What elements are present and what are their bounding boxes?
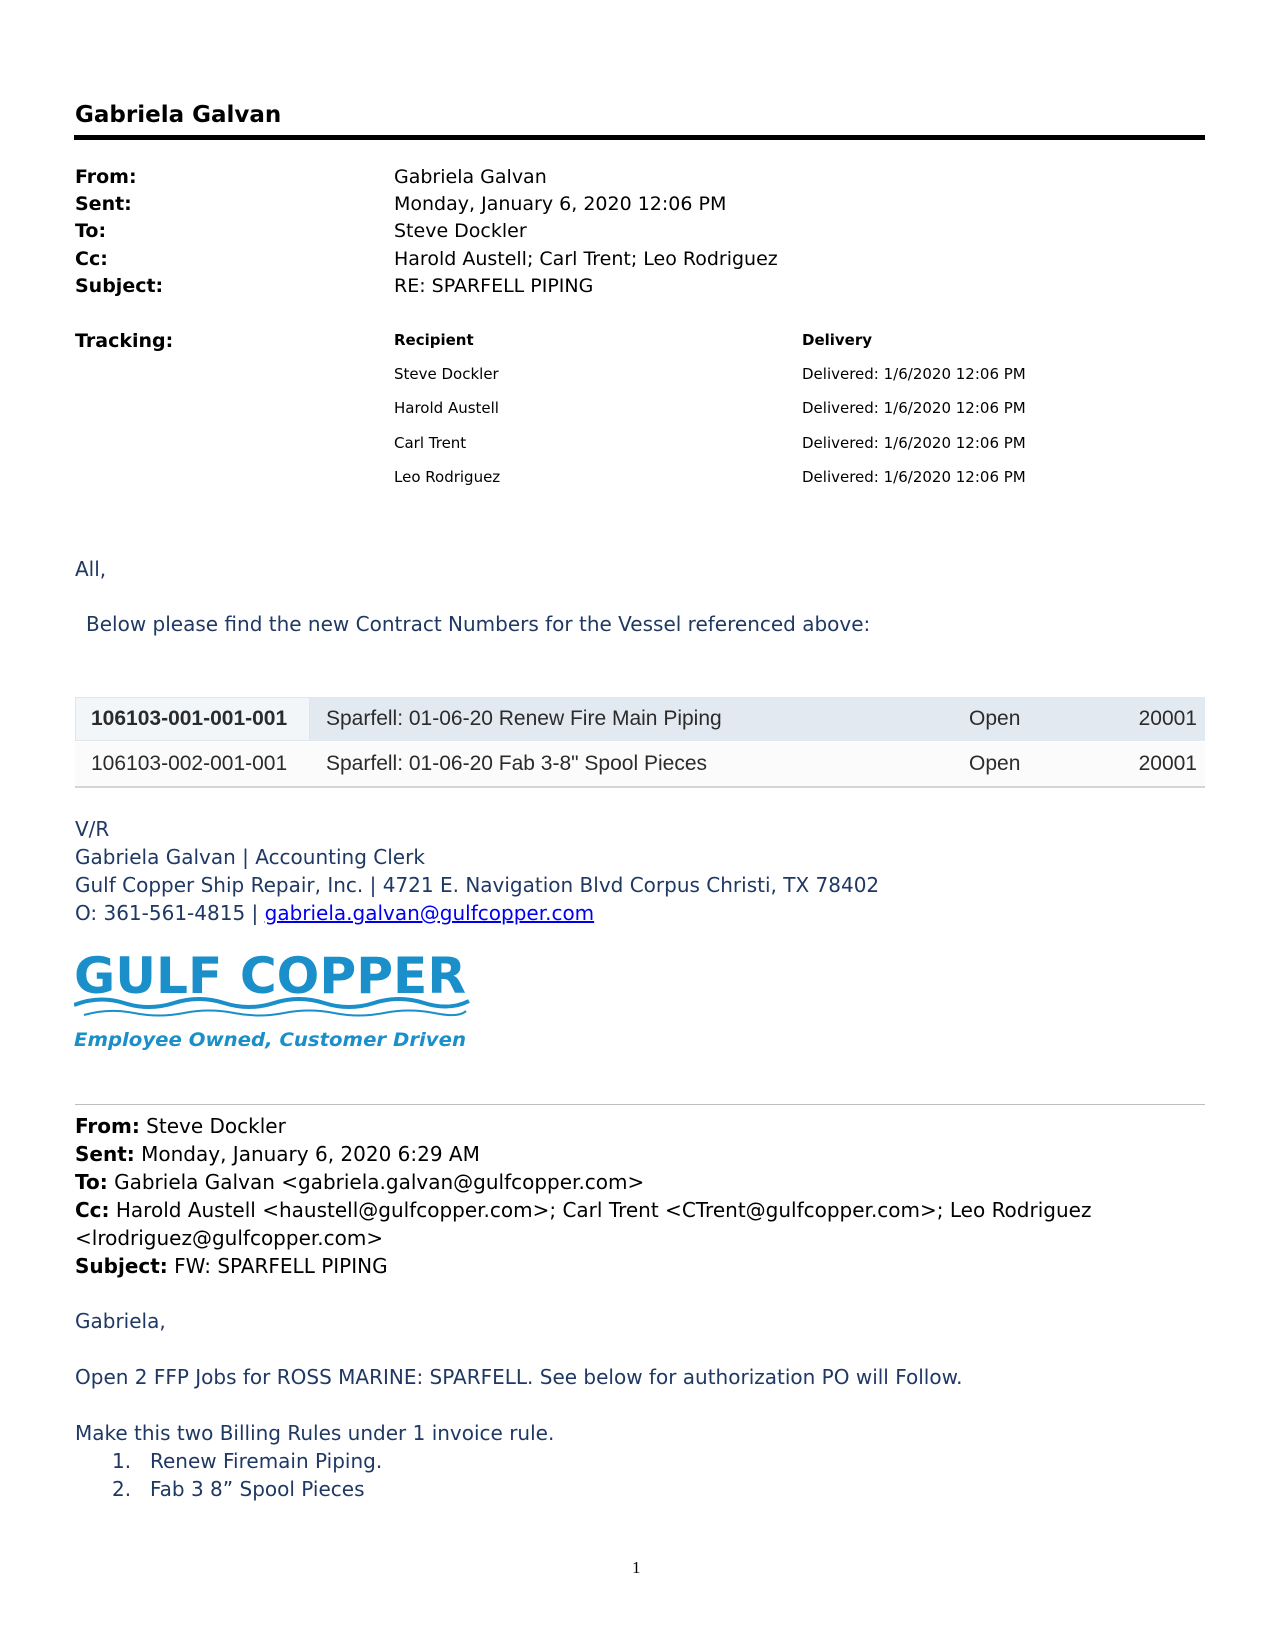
- table-row: [75, 742, 1205, 788]
- fw-greeting: Gabriela,: [75, 1309, 166, 1333]
- list-item: 1. Renew Firemain Piping.: [112, 1449, 383, 1473]
- svg-text:Employee Owned, Customer Drive: Employee Owned, Customer Driven: [74, 1029, 466, 1051]
- signature-name-title: Gabriela Galvan | Accounting Clerk: [75, 845, 425, 869]
- fw-cc-line-2: <lrodriguez@gulfcopper.com>: [75, 1226, 384, 1250]
- signature-email-link[interactable]: gabriela.galvan@gulfcopper.com: [264, 901, 595, 925]
- contract-description: Sparfell: 01-06-20 Renew Fire Main Piping: [326, 707, 722, 730]
- signature-closing: V/R: [75, 817, 110, 841]
- cc-label: Cc:: [75, 248, 108, 270]
- to-label: To:: [75, 220, 107, 242]
- cc-value: Harold Austell; Carl Trent; Leo Rodriguez: [394, 248, 778, 270]
- tracking-delivery: Delivered: 1/6/2020 12:06 PM: [802, 365, 1026, 383]
- separator-line: [75, 1104, 1205, 1105]
- fw-body-line-1: Open 2 FFP Jobs for ROSS MARINE: SPARFELL. See below for authorization PO will Follow.: [75, 1365, 963, 1389]
- contract-code: 20001: [1138, 752, 1197, 775]
- tracking-label: Tracking:: [75, 330, 174, 352]
- contract-status: Open: [969, 707, 1021, 730]
- fw-to-line: To: Gabriela Galvan <gabriela.galvan@gulfcopper.com>: [75, 1170, 645, 1194]
- sent-label: Sent:: [75, 193, 132, 215]
- tracking-delivery: Delivered: 1/6/2020 12:06 PM: [802, 399, 1026, 417]
- contract-status: Open: [969, 752, 1021, 775]
- page-number: 1: [632, 1558, 641, 1577]
- tracking-delivery: Delivered: 1/6/2020 12:06 PM: [802, 468, 1026, 486]
- intro-text: Below please find the new Contract Numbers for the Vessel referenced above:: [86, 612, 871, 636]
- contract-table: [75, 697, 1205, 790]
- from-label: From:: [75, 166, 137, 188]
- tracking-recipient: Carl Trent: [394, 434, 467, 452]
- tracking-recipient-header: Recipient: [394, 331, 474, 349]
- sent-value: Monday, January 6, 2020 12:06 PM: [394, 193, 727, 215]
- contract-number: 106103-002-001-001: [91, 752, 288, 775]
- list-item: 2. Fab 3 8” Spool Pieces: [112, 1477, 365, 1501]
- contract-description: Sparfell: 01-06-20 Fab 3-8" Spool Pieces: [326, 752, 708, 775]
- subject-value: RE: SPARFELL PIPING: [394, 275, 594, 297]
- signature-phone: O: 361-561-4815 |: [75, 901, 265, 925]
- svg-text:GULF COPPER: GULF COPPER: [74, 947, 466, 1005]
- fw-body-line-2: Make this two Billing Rules under 1 invoice rule.: [75, 1421, 555, 1445]
- greeting: All,: [75, 557, 107, 581]
- title-rule: [74, 135, 1205, 140]
- contract-code: 20001: [1138, 707, 1197, 730]
- fw-cc-line: Cc: Harold Austell <haustell@gulfcopper.com>; Carl Trent <CTrent@gulfcopper.com>; Leo Rodriguez: [75, 1198, 1092, 1222]
- from-value: Gabriela Galvan: [394, 166, 547, 188]
- gulf-copper-logo: [74, 945, 474, 1055]
- tracking-recipient: Steve Dockler: [394, 365, 499, 383]
- fw-from-line: From: Steve Dockler: [75, 1114, 286, 1138]
- fw-subject-line: Subject: FW: SPARFELL PIPING: [75, 1254, 388, 1278]
- tracking-delivery-header: Delivery: [802, 331, 873, 349]
- signature-company-address: Gulf Copper Ship Repair, Inc. | 4721 E. Navigation Blvd Corpus Christi, TX 78402: [75, 873, 880, 897]
- subject-label: Subject:: [75, 275, 164, 297]
- signature-contact: [75, 901, 594, 925]
- tracking-recipient: Harold Austell: [394, 399, 499, 417]
- table-row: [75, 697, 1205, 741]
- to-value: Steve Dockler: [394, 220, 527, 242]
- tracking-delivery: Delivered: 1/6/2020 12:06 PM: [802, 434, 1026, 452]
- tracking-recipient: Leo Rodriguez: [394, 468, 501, 486]
- fw-sent-line: Sent: Monday, January 6, 2020 6:29 AM: [75, 1142, 480, 1166]
- page-title: Gabriela Galvan: [75, 102, 282, 128]
- contract-number: 106103-001-001-001: [91, 707, 288, 730]
